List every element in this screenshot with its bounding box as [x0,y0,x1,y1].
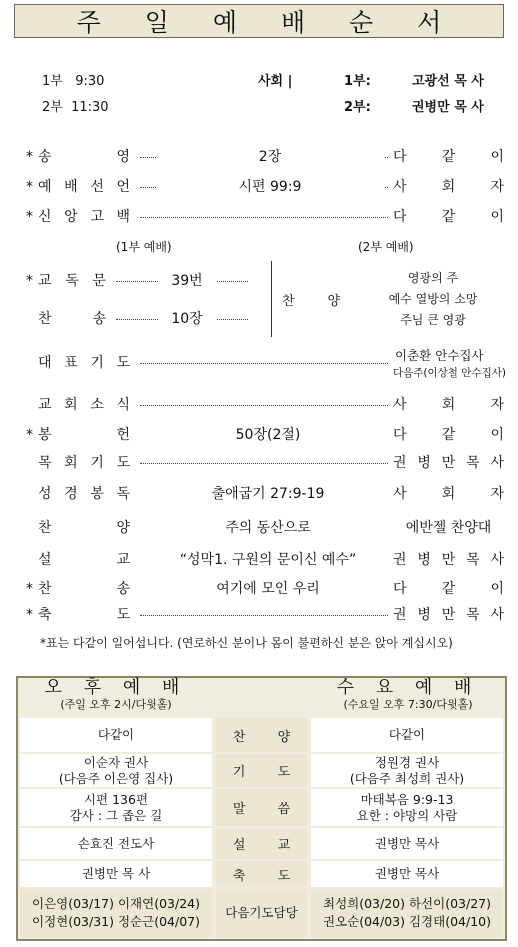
wednesday-subtitle: (수요일 오후 7:30/다윗홀) [343,698,473,711]
host-part-1: 1부: [344,74,371,89]
order-label: 신 앙 고 백 [38,209,130,225]
order-content: 여기에 모인 우리 [136,578,400,600]
order-label: 찬 양 [38,520,130,536]
service-part: 1부 [42,74,63,89]
service-time: 9:30 [75,74,105,89]
choir-label: 찬 양 [282,294,340,309]
footer-right: 최성희(03/20) 하선이(03/27) 권오순(04/03) 김경태(04/10) [311,889,503,937]
host-name-1: 고광선 목 사 [412,74,484,89]
order-content: 39번 [158,270,216,292]
afternoon-cell: 권병만 목 사 [20,861,212,887]
page-title: 주 일 예 배 순 서 [76,8,460,37]
order-row [26,206,504,228]
split-header-first: (1부 예배) [116,240,172,254]
wednesday-cell: 다같이 [311,718,503,752]
split-header-second: (2부 예배) [358,240,414,254]
host-label: 사회 | [258,74,293,89]
afternoon-cell: 이순자 권사 (다음주 이은영 집사) [20,754,212,787]
order-leader: 다 같 이 [393,581,504,597]
order-content: 출애굽기 27:9-19 [136,483,400,505]
order-row [26,483,504,505]
service-item-label: 축 도 [216,861,307,887]
wednesday-cell: 권병만 목사 [311,861,503,887]
order-content: “성막1. 구원의 문이신 예수” [136,549,400,571]
standing-marker: * [26,149,33,165]
choir-song: 예수 열방의 소망 [388,292,478,306]
order-row [26,578,504,600]
host-name-2: 권병만 목 사 [412,100,484,115]
afternoon-header [18,678,214,716]
prayer-next: 다음주(이상철 안수집사) [393,367,506,379]
order-leader: 다 같 이 [393,427,504,443]
order-leader: 권 병 만 목 사 [393,455,504,471]
afternoon-subtitle: (주일 오후 2시/다윗홀) [60,698,172,711]
order-leader: 사 회 자 [393,486,504,502]
standing-marker: * [26,273,33,289]
footer-left: 이은영(03/17) 이재연(03/24) 이정현(03/31) 정순근(04/07) [20,889,212,937]
wednesday-cell: 권병만 목사 [311,828,503,859]
footer-center: 다음기도담당 [216,889,307,937]
afternoon-cell: 손효진 전도사 [20,828,212,859]
choir-songs [360,268,506,331]
order-row [26,146,504,168]
service-time: 11:30 [71,100,109,115]
service-item-label: 설 교 [216,828,307,859]
standing-marker: * [26,209,33,225]
order-label: 교 회 소 식 [38,397,130,413]
order-leader: 권 병 만 목 사 [393,552,504,568]
service-item-label: 기 도 [216,754,307,787]
order-leader: 다 같 이 [393,149,504,165]
order-content: 50장(2절) [136,424,400,446]
order-row [26,452,504,474]
host-part-2: 2부: [344,100,371,115]
standing-marker: * [26,581,33,597]
order-leader: 사 회 자 [393,179,504,195]
split-row [26,270,266,292]
order-leader: 에반젤 찬양대 [405,520,492,536]
order-label: 축 도 [38,607,130,623]
order-label: 목 회 기 도 [38,455,130,471]
dotted-leader [140,405,388,406]
order-label: 성 경 봉 독 [38,486,130,502]
order-leader: 권 병 만 목 사 [393,607,504,623]
weekday-services-panel [16,676,507,941]
order-content: 10장 [158,308,216,330]
order-content: 2장 [156,146,384,168]
service-item-label: 찬 양 [216,718,307,752]
order-row [26,394,504,416]
order-content: 주의 동산으로 [136,517,400,539]
afternoon-title: 오 후 예 배 [44,677,188,698]
prayer-leader: 이춘환 안수집사 [395,348,484,363]
dotted-leader [140,615,388,616]
service-time-2 [42,96,109,115]
dotted-leader [140,217,388,218]
standing-marker: * [26,179,33,195]
split-divider [271,261,272,337]
order-label: 찬 송 [38,581,130,597]
order-leader: 다 같 이 [393,209,504,225]
choir-song: 주님 큰 영광 [400,313,466,327]
wednesday-cell: 정원경 권사 (다음주 최성희 권사) [311,754,503,787]
afternoon-cell: 다같이 [20,718,212,752]
order-label: 찬 송 [38,311,106,327]
afternoon-cell: 시편 136편 감사 : 그 좁은 길 [20,789,212,826]
choir-song: 영광의 주 [407,271,459,285]
service-time-1 [42,70,104,89]
wednesday-cell: 마태복음 9:9-13 요한 : 야망의 사람 [311,789,503,826]
order-label: 송 영 [38,149,130,165]
wednesday-header [311,678,505,716]
dotted-leader [140,463,388,464]
split-row [26,308,266,330]
dotted-leader [140,363,388,364]
wednesday-title: 수 요 예 배 [336,677,480,698]
order-row [26,604,504,626]
standing-marker: * [26,607,33,623]
order-label: 예 배 선 언 [38,179,130,195]
order-label: 대 표 기 도 [38,355,130,371]
order-row [26,176,504,198]
order-label: 설 교 [38,552,130,568]
standing-marker: * [26,427,33,443]
order-row [26,517,504,539]
standing-note: *표는 다같이 일어섭니다. (연로하신 분이나 몸이 불편하신 분은 앉아 계십시오) [40,636,453,650]
title-banner [14,4,504,38]
order-content: 시편 99:9 [156,176,384,198]
order-label: 봉 헌 [38,427,130,443]
order-leader: 사 회 자 [393,397,504,413]
order-label: 교 독 문 [38,273,106,289]
order-row [26,424,504,446]
service-item-label: 말 씀 [216,789,307,826]
service-part: 2부 [42,100,63,115]
order-row [26,549,504,571]
